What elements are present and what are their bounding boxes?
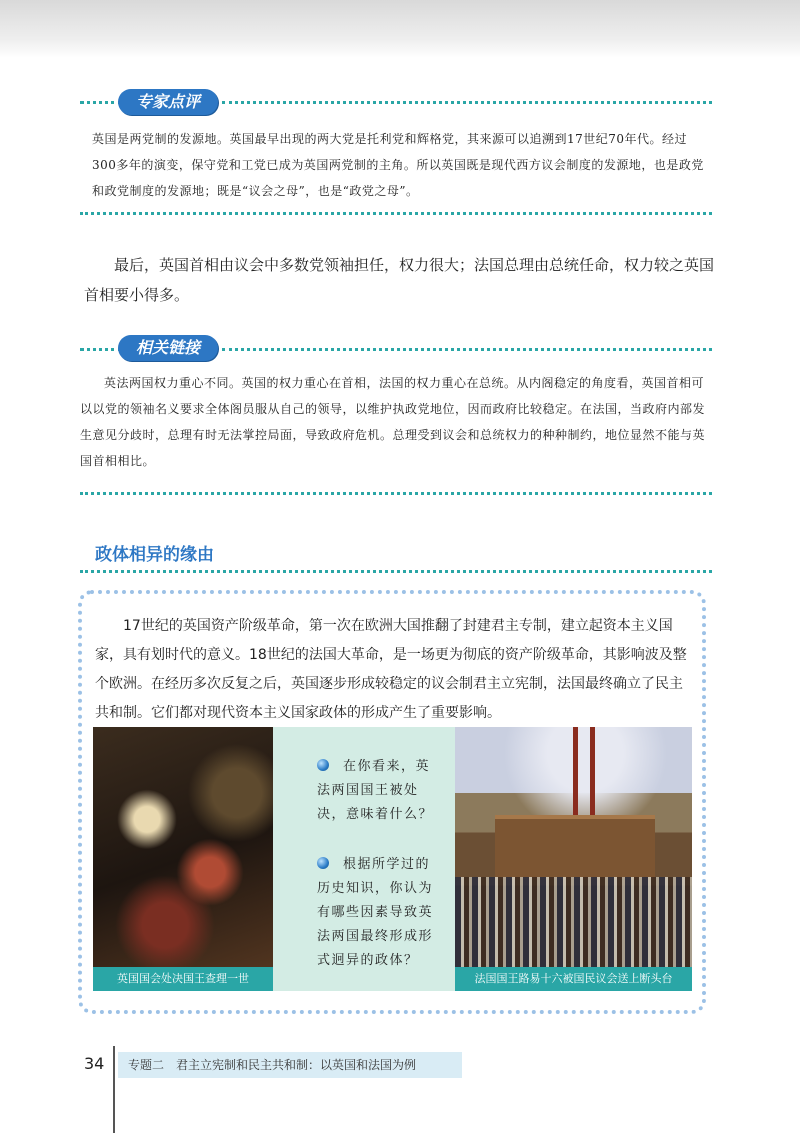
divider (80, 492, 712, 495)
expert-comment-label: 专家点评 (118, 89, 218, 115)
question-1 (317, 755, 443, 827)
divider (80, 101, 122, 104)
related-link-text: 英法两国权力重心不同。英国的权力重心在首相，法国的权力重心在总统。从内阁稳定的角度看，英国首相可以以党的领袖名义要求全体阁员服从自己的领导，以维护执政党地位，因而政府比较稳定。在法国，当政府内部发生意见分歧时，总理有时无法掌控局面，导致政府危机。总理受到议会和总统权力的种种制约，地位显然不能与英国首相相比。 (80, 376, 706, 468)
related-link-label: 相关链接 (118, 335, 218, 361)
section-paragraph: 17世纪的英国资产阶级革命，第一次在欧洲大国推翻了封建君主专制，建立起资本主义国家，具有划时代的意义。18世纪的法国大革命，是一场更为彻底的资产阶级革命，其影响波及整个欧洲。在经历多次反复之后，英国逐步形成较稳定的议会制君主立宪制，法国最终确立了民主共和制。它们都对现代资本主义国家政体的形成产生了重要影响。 (95, 618, 687, 721)
page-number: 34 (84, 1054, 105, 1073)
louis-execution-painting (455, 727, 692, 991)
divider (222, 101, 712, 104)
footer-rule (113, 1046, 115, 1133)
divider (80, 348, 122, 351)
right-image-caption: 法国国王路易十六被国民议会送上断头台 (455, 967, 692, 991)
guillotine-shape (573, 727, 595, 817)
charles-execution-painting (93, 727, 273, 991)
left-image-caption: 英国国会处决国王查理一世 (93, 967, 273, 991)
question-1-text: 在你看来，英法两国国王被处决，意味着什么？ (317, 759, 434, 822)
question-2 (317, 853, 443, 973)
chapter-title: 专题二 君主立宪制和民主共和制：以英国和法国为例 (128, 1058, 417, 1072)
divider (80, 212, 712, 215)
globe-bullet-icon (317, 759, 329, 771)
main-paragraph: 最后，英国首相由议会中多数党领袖担任，权力很大；法国总理由总统任命，权力较之英国首相要小得多。 (84, 256, 715, 304)
top-scan-band (0, 0, 800, 58)
scaffold-shape (495, 815, 655, 879)
globe-bullet-icon (317, 857, 329, 869)
question-2-text: 根据所学过的历史知识，你认为有哪些因素导致英法两国最终形成形式迥异的政体？ (317, 857, 434, 968)
divider (222, 348, 712, 351)
divider (80, 570, 712, 573)
questions-panel (273, 727, 455, 991)
section-title: 政体相异的缘由 (95, 545, 214, 565)
crowd-shape (455, 877, 692, 967)
expert-comment-text: 英国是两党制的发源地。英国最早出现的两大党是托利党和辉格党，其来源可以追溯到17世纪70年代。经过300多年的演变，保守党和工党已成为英国两党制的主角。所以英国既是现代西方议会制度的发源地，也是政党和政党制度的发源地；既是“议会之母”，也是“政党之母”。 (92, 132, 704, 198)
